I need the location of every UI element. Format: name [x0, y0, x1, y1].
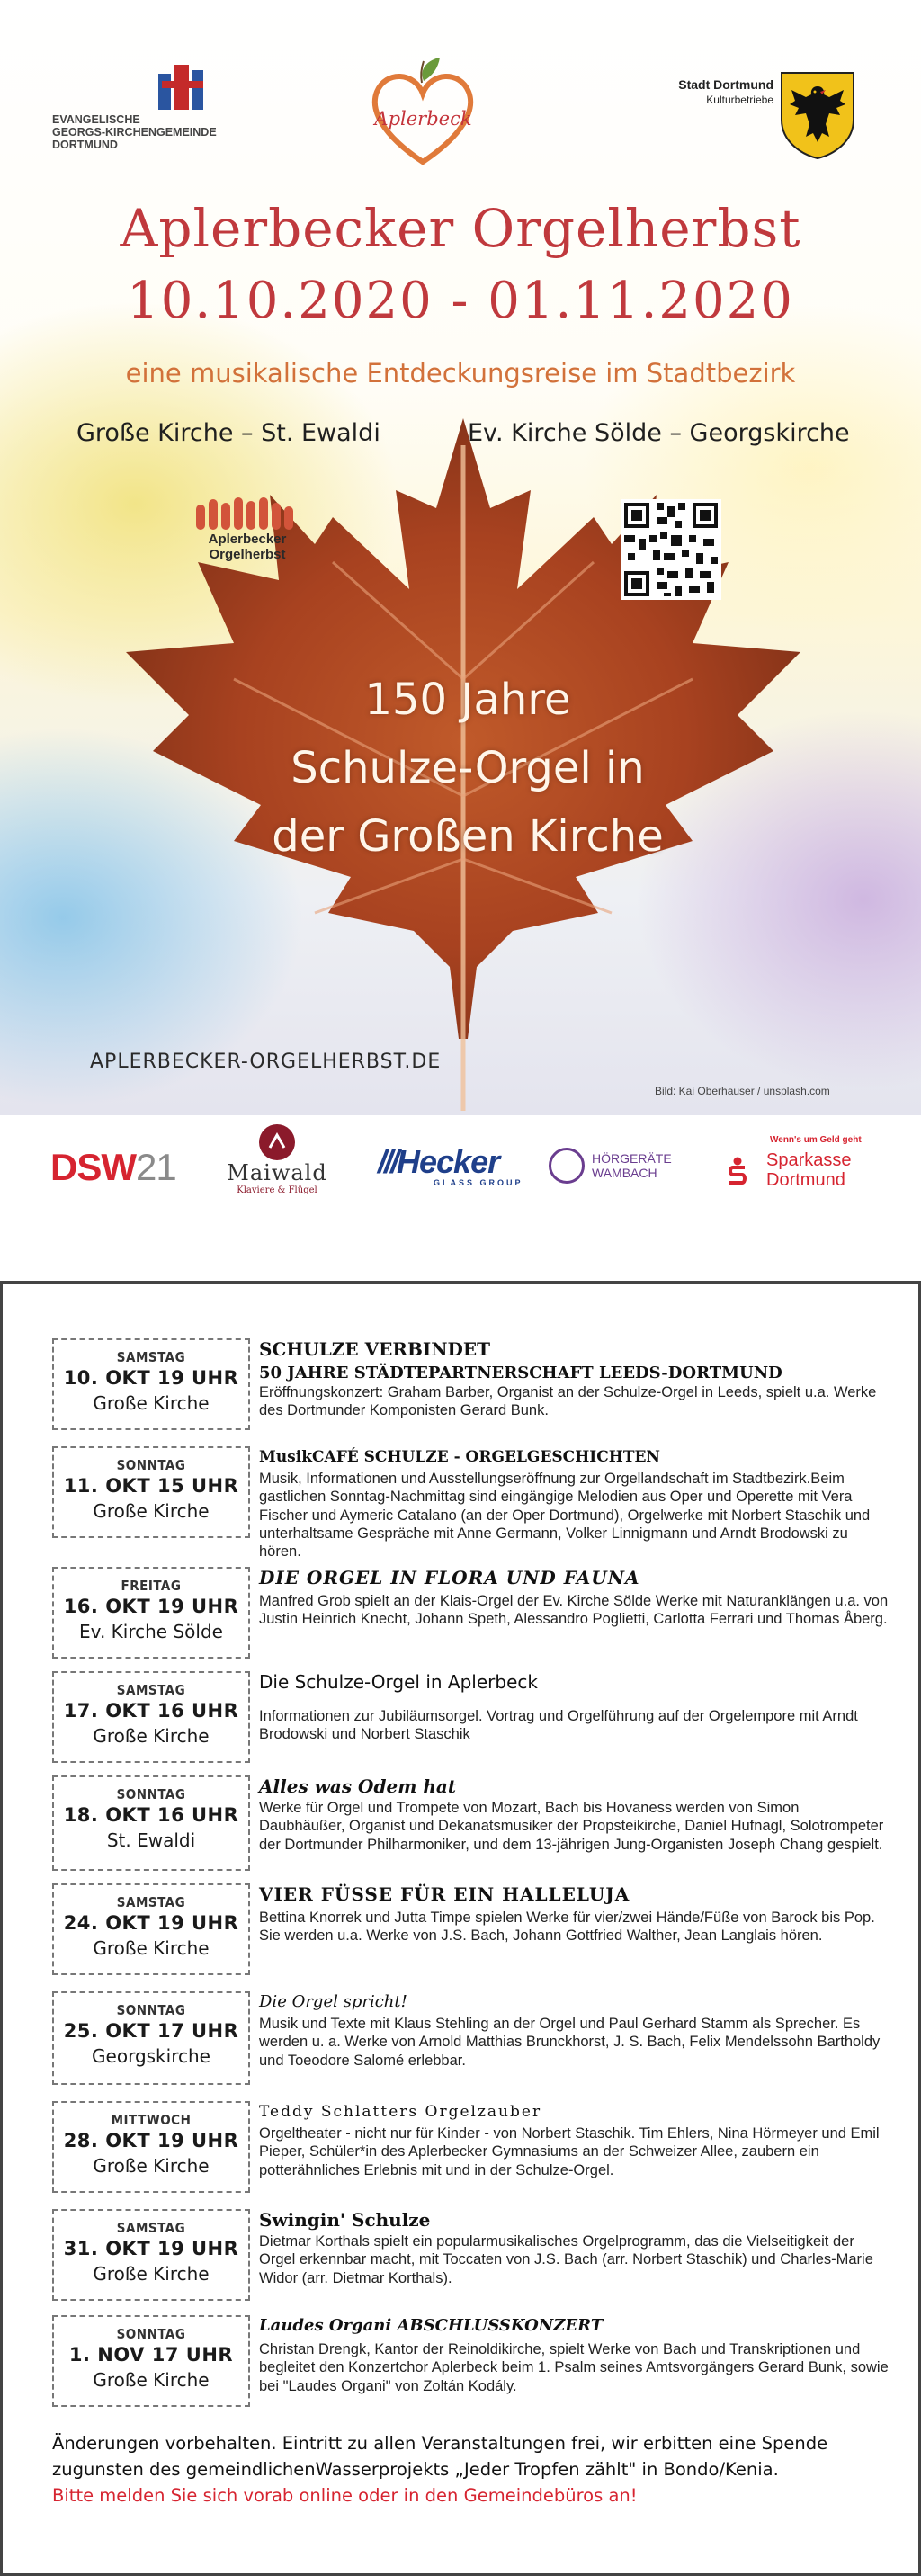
footer-line2: zugunsten des gemeindlichenWasserprojekts „Jeder Tropfen zählt" in Bondo/Kenia. — [52, 2459, 779, 2480]
aplerbeck-logo — [364, 56, 481, 173]
event-description: Bettina Knorrek und Jutta Timpe spielen Werke für vier/zwei Hände/Füße von Barock bis Pop. Sie werden u.a. Werke von J.S. Bach, Johann Gottfried Walther, Jean Langlais hören. — [259, 1910, 875, 1945]
hoer-line1: HÖRGERÄTE — [592, 1151, 672, 1166]
maiwald-sub: Klaviere & Flügel — [237, 1185, 317, 1195]
event-description: Informationen zur Jubiläumsorgel. Vortrag und Orgelführung auf der Orgelempore mit Arndt Brodowski und Norbert Staschik — [259, 1708, 858, 1743]
church-logo-line3: DORTMUND — [52, 139, 118, 151]
cross-icon — [158, 65, 212, 110]
event-title: DIE ORGEL IN FLORA UND FAUNA — [259, 1567, 640, 1588]
dsw21-logo-text-a: DSW — [50, 1146, 136, 1188]
churches-left: Große Kirche – St. Ewaldi — [76, 419, 380, 447]
schedule-footer — [52, 2430, 898, 2509]
church-logo-line1: EVANGELISCHE — [52, 113, 140, 126]
maiwald-logo — [219, 1124, 335, 1195]
event-description: Christan Drengk, Kantor der Reinoldikirche, spielt Werke von Bach und Transkriptionen und begleitet den Konzertchor Aplerbeck beim 1. Psalm seines Amtsvorgängers Gerard Bunk, sowie bei "Laudes Organi" von Zoltán Kodály. — [259, 2341, 889, 2394]
event-location: Ev. Kirche Sölde — [79, 1621, 223, 1642]
event-location: Große Kirche — [93, 2369, 210, 2391]
dsw21-logo — [50, 1146, 176, 1189]
event-title: Teddy Schlatters Orgelzauber — [259, 2103, 542, 2121]
organ-logo-line1: Aplerbecker — [208, 532, 287, 547]
event-title: Alles was Odem hat — [259, 1775, 457, 1797]
maiwald-emblem-icon — [259, 1124, 295, 1160]
organ-logo-line2: Orgelherbst — [209, 547, 286, 562]
event-day: FREITAG — [121, 1578, 182, 1594]
jubilee-line1: 150 Jahre — [364, 675, 571, 725]
event-day: SAMSTAG — [116, 1894, 186, 1910]
event-location: St. Ewaldi — [106, 1829, 196, 1851]
poster — [0, 0, 921, 1115]
event-datetime: 31. OKT 19 UHR — [63, 2238, 239, 2259]
event-location: Georgskirche — [92, 2045, 210, 2067]
sparkasse-slogan: Wenn's um Geld geht — [770, 1135, 862, 1145]
event-description: Orgeltheater - nicht nur für Kinder - von Norbert Staschik. Tim Ehlers, Nina Hörmeyer und Emil Pieper, Schüler*in des Aplerbecker Gymnasiums an der Schweizer Allee, zaubern ein potterähnliches Erlebnis mit und in der Schulze-Orgel. — [259, 2125, 880, 2178]
event-description: Eröffnungskonzert: Graham Barber, Organist an der Schulze-Orgel in Leeds, spielt u.a. Werke des Dortmunder Komponisten Gerard Bunk. — [259, 1384, 877, 1419]
maiwald-name: Maiwald — [227, 1160, 327, 1185]
event-description: Manfred Grob spielt an der Klais-Orgel der Ev. Kirche Sölde Werke mit Naturanklängen u.a. von Justin Heinrich Knecht, Johann Speth, Alessandro Poglietti, Carlotta Ferrari und Thomas Åberg. — [259, 1593, 889, 1628]
event-subtitle: 50 JAHRE STÄDTEPARTNERSCHAFT LEEDS-DORTMUND — [259, 1364, 782, 1382]
event-date-box — [52, 1338, 250, 1430]
event-location: Große Kirche — [93, 2263, 210, 2285]
poster-subtitle: eine musikalische Entdeckungsreise im Stadtbezirk — [125, 358, 796, 389]
event-date-box — [52, 1567, 250, 1659]
event-date-box — [52, 2101, 250, 2193]
jubilee-text — [135, 666, 800, 871]
event-title: VIER FÜSSE FÜR EIN HALLELUJA — [259, 1883, 630, 1905]
event-day: SAMSTAG — [116, 1349, 186, 1365]
photo-credit: Bild: Kai Oberhauser / unsplash.com — [655, 1085, 830, 1097]
event-datetime: 17. OKT 16 UHR — [63, 1700, 239, 1722]
event-date-box — [52, 1883, 250, 1975]
church-logo-line2: GEORGS-KIRCHENGEMEINDE — [52, 126, 217, 139]
hecker-name: Hecker — [397, 1143, 500, 1180]
event-datetime: 25. OKT 17 UHR — [63, 2020, 239, 2042]
qr-code-icon[interactable] — [621, 499, 721, 600]
event-title: MusikCAFÉ SCHULZE - ORGELGESCHICHTEN — [259, 1448, 660, 1466]
event-title: Swingin' Schulze — [259, 2209, 431, 2231]
event-description: Dietmar Korthals spielt ein popularmusikalisches Orgelprogramm, das die Vielseitigkeit der Orgel erkennbar macht, mit Toccaten von J.S. Bach (arr. Norbert Staschik) und Charles-Marie Widor (arr. Dietmar Korthals). — [259, 2233, 873, 2286]
event-location: Große Kirche — [93, 1392, 210, 1414]
hecker-stripes-icon: /// — [378, 1143, 398, 1180]
event-location: Große Kirche — [93, 1725, 210, 1747]
event-datetime: 1. NOV 17 UHR — [68, 2344, 234, 2366]
event-date-box — [52, 2315, 250, 2407]
church-logo — [52, 65, 268, 151]
dsw21-logo-text-b: 21 — [136, 1146, 176, 1188]
event-day: SAMSTAG — [116, 1682, 186, 1698]
eagle-shield-icon — [779, 70, 856, 160]
jubilee-line2: Schulze-Orgel in — [291, 743, 645, 793]
website-link[interactable]: APLERBECKER-ORGELHERBST.DE — [90, 1051, 442, 1073]
event-datetime: 16. OKT 19 UHR — [63, 1596, 239, 1617]
poster-title: Aplerbecker Orgelherbst — [120, 198, 801, 259]
event-title: SCHULZE VERBINDET — [259, 1338, 490, 1360]
city-logo — [664, 70, 880, 160]
event-date-box — [52, 1671, 250, 1763]
event-location: Große Kirche — [93, 1500, 210, 1522]
organ-festival-logo — [189, 497, 306, 587]
sparkasse-line1: Sparkasse — [766, 1150, 852, 1170]
sparkasse-logo — [720, 1135, 881, 1190]
event-description: Musik und Texte mit Klaus Stehling an der Orgel und Paul Gerhard Stamm als Sprecher. Es werden u. a. Werke von Arnold Matthias Brunckhorst, J. S. Bach, Felix Mendelssohn Bartholdy und Toeodore Salomé erlebbar. — [259, 2016, 881, 2069]
event-title: Die Schulze-Orgel in Aplerbeck — [259, 1671, 538, 1693]
event-day: SAMSTAG — [116, 2220, 186, 2236]
event-description: Werke für Orgel und Trompete von Mozart, Bach bis Hovaness werden von Simon Daubhäußer, Organist und Dekanatsmusiker der Propsteikirche, Daniel Hufnagl, Solotrompeter der Dortmunder Philharmoniker, und dem 13-jährigen Jung-Organisten Joseph Chang gespielt. — [259, 1800, 884, 1853]
sparkasse-s-icon — [727, 1157, 748, 1187]
organ-pipes-icon — [194, 497, 300, 530]
city-logo-line1: Stadt Dortmund — [678, 77, 773, 92]
event-title: Die Orgel spricht! — [259, 1992, 407, 2011]
event-datetime: 28. OKT 19 UHR — [63, 2130, 239, 2151]
hecker-logo — [378, 1143, 531, 1187]
hoer-line2: WAMBACH — [592, 1166, 657, 1180]
city-logo-line2: Kulturbetriebe — [706, 94, 773, 106]
hecker-sub: GLASS GROUP — [434, 1178, 523, 1187]
poster-dates: 10.10.2020 - 01.11.2020 — [127, 272, 794, 330]
event-datetime: 10. OKT 19 UHR — [63, 1367, 239, 1389]
jubilee-line3: der Großen Kirche — [272, 811, 664, 862]
event-day: MITTWOCH — [111, 2112, 192, 2128]
ear-icon — [549, 1148, 585, 1184]
event-date-box — [52, 1775, 250, 1871]
event-datetime: 11. OKT 15 UHR — [63, 1475, 239, 1497]
aplerbeck-logo-text: Aplerbeck — [374, 108, 472, 130]
event-location: Große Kirche — [93, 2155, 210, 2177]
event-day: SONNTAG — [116, 1457, 186, 1473]
event-datetime: 24. OKT 19 UHR — [63, 1912, 239, 1934]
footer-line1: Änderungen vorbehalten. Eintritt zu allen Veranstaltungen frei, wir erbitten eine Spende — [52, 2433, 828, 2454]
event-title: Laudes Organi ABSCHLUSSKONZERT — [259, 2316, 604, 2335]
event-description: Musik, Informationen und Ausstellungseröffnung zur Orgellandschaft im Stadtbezirk.Beim gastlichen Sonntag-Nachmittag sind eingängige Melodien aus Oper und Operette mit Vera Fischer und Aymeric Catalano (an der Oper Dortmund), Orgelwerke mit Norbert Staschik und unterhaltsame Gespräche mit Anne Germann, Volker Linnigmann und Arndt Brodowski zu hören. — [259, 1471, 871, 1561]
footer-registration-note: Bitte melden Sie sich vorab online oder in den Gemeindebüros an! — [52, 2485, 638, 2506]
event-date-box — [52, 1446, 250, 1538]
sponsor-bar — [0, 1115, 921, 1214]
event-day: SONNTAG — [116, 2002, 186, 2018]
churches-right: Ev. Kirche Sölde – Georgskirche — [468, 419, 850, 447]
event-date-box — [52, 1991, 250, 2085]
event-datetime: 18. OKT 16 UHR — [63, 1804, 239, 1826]
event-location: Große Kirche — [93, 1937, 210, 1959]
event-day: SONNTAG — [116, 2326, 186, 2342]
sparkasse-line2: Dortmund — [766, 1170, 845, 1190]
event-date-box — [52, 2209, 250, 2301]
event-day: SONNTAG — [116, 1786, 186, 1802]
